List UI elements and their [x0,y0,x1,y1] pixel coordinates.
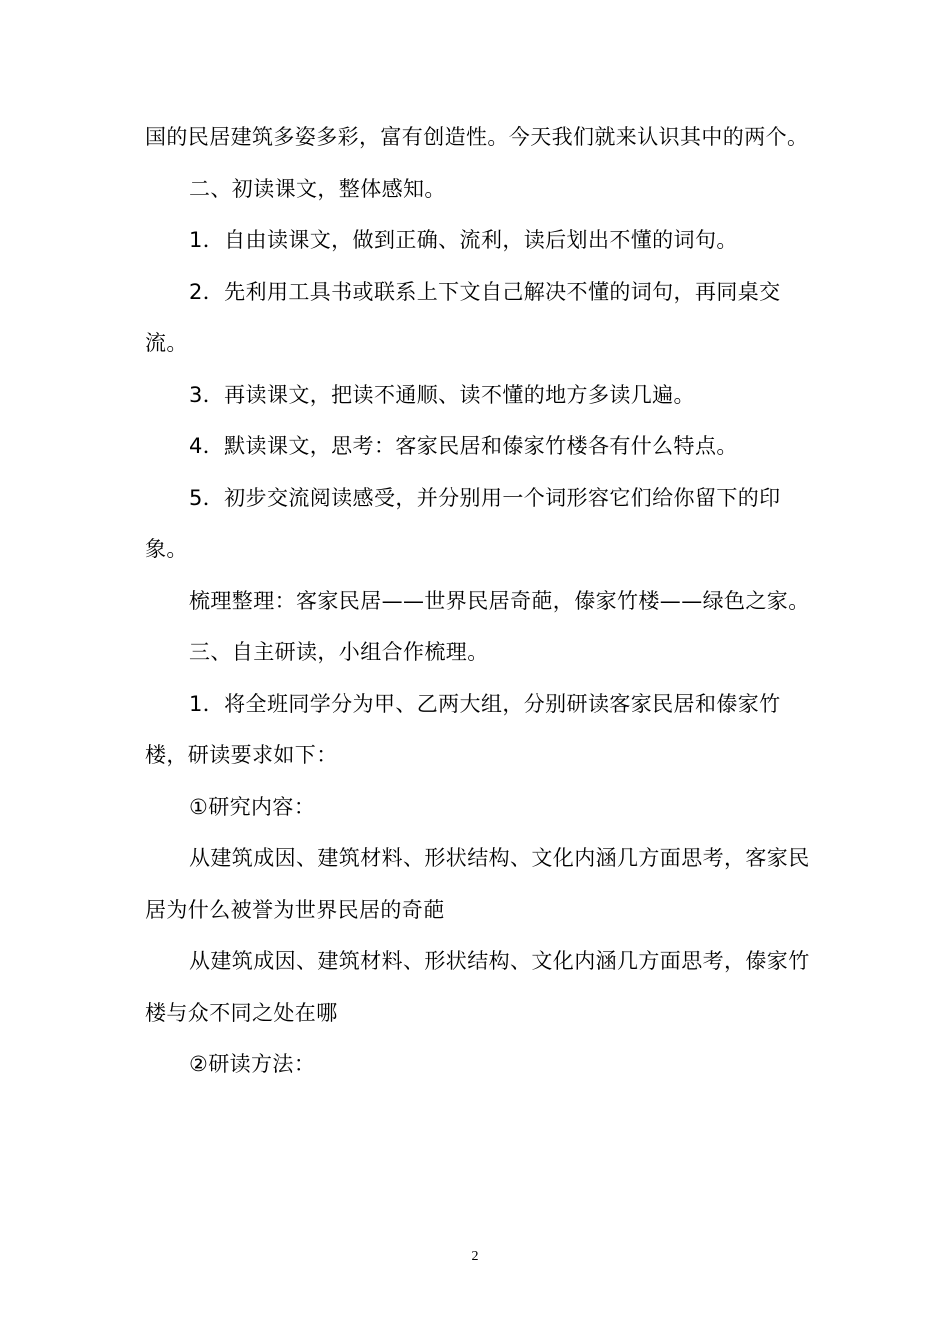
paragraph: 从建筑成因、建筑材料、形状结构、文化内涵几方面思考，傣家竹楼与众不同之处在哪 [145,949,810,1025]
list-item: 2．先利用工具书或联系上下文自己解决不懂的词句，再同桌交流。 [145,279,781,355]
list-item: 4．默读课文，思考：客家民居和傣家竹楼各有什么特点。 [189,434,738,458]
document-body [145,112,810,1091]
page-number: 2 [471,1249,479,1264]
paragraph: 从建筑成因、建筑材料、形状结构、文化内涵几方面思考，客家民居为什么被誉为世界民居的奇葩 [145,846,810,922]
sub-heading: ②研读方法： [189,1052,316,1076]
section-heading: 三、自主研读，小组合作梳理。 [189,640,489,664]
summary-paragraph: 梳理整理：客家民居——世界民居奇葩，傣家竹楼——绿色之家。 [189,588,810,613]
list-item: 1．自由读课文，做到正确、流利，读后划出不懂的词句。 [189,228,738,252]
list-item: 5．初步交流阅读感受，并分别用一个词形容它们给你留下的印象。 [145,485,781,561]
list-item: 3．再读课文，把读不通顺、读不懂的地方多读几遍。 [189,382,695,407]
list-item: 1．将全班同学分为甲、乙两大组，分别研读客家民居和傣家竹楼，研读要求如下： [145,691,781,767]
section-heading: 二、初读课文，整体感知。 [189,176,446,201]
paragraph: 国的民居建筑多姿多彩，富有创造性。今天我们就来认识其中的两个。 [145,125,809,149]
sub-heading: ①研究内容： [189,794,316,819]
